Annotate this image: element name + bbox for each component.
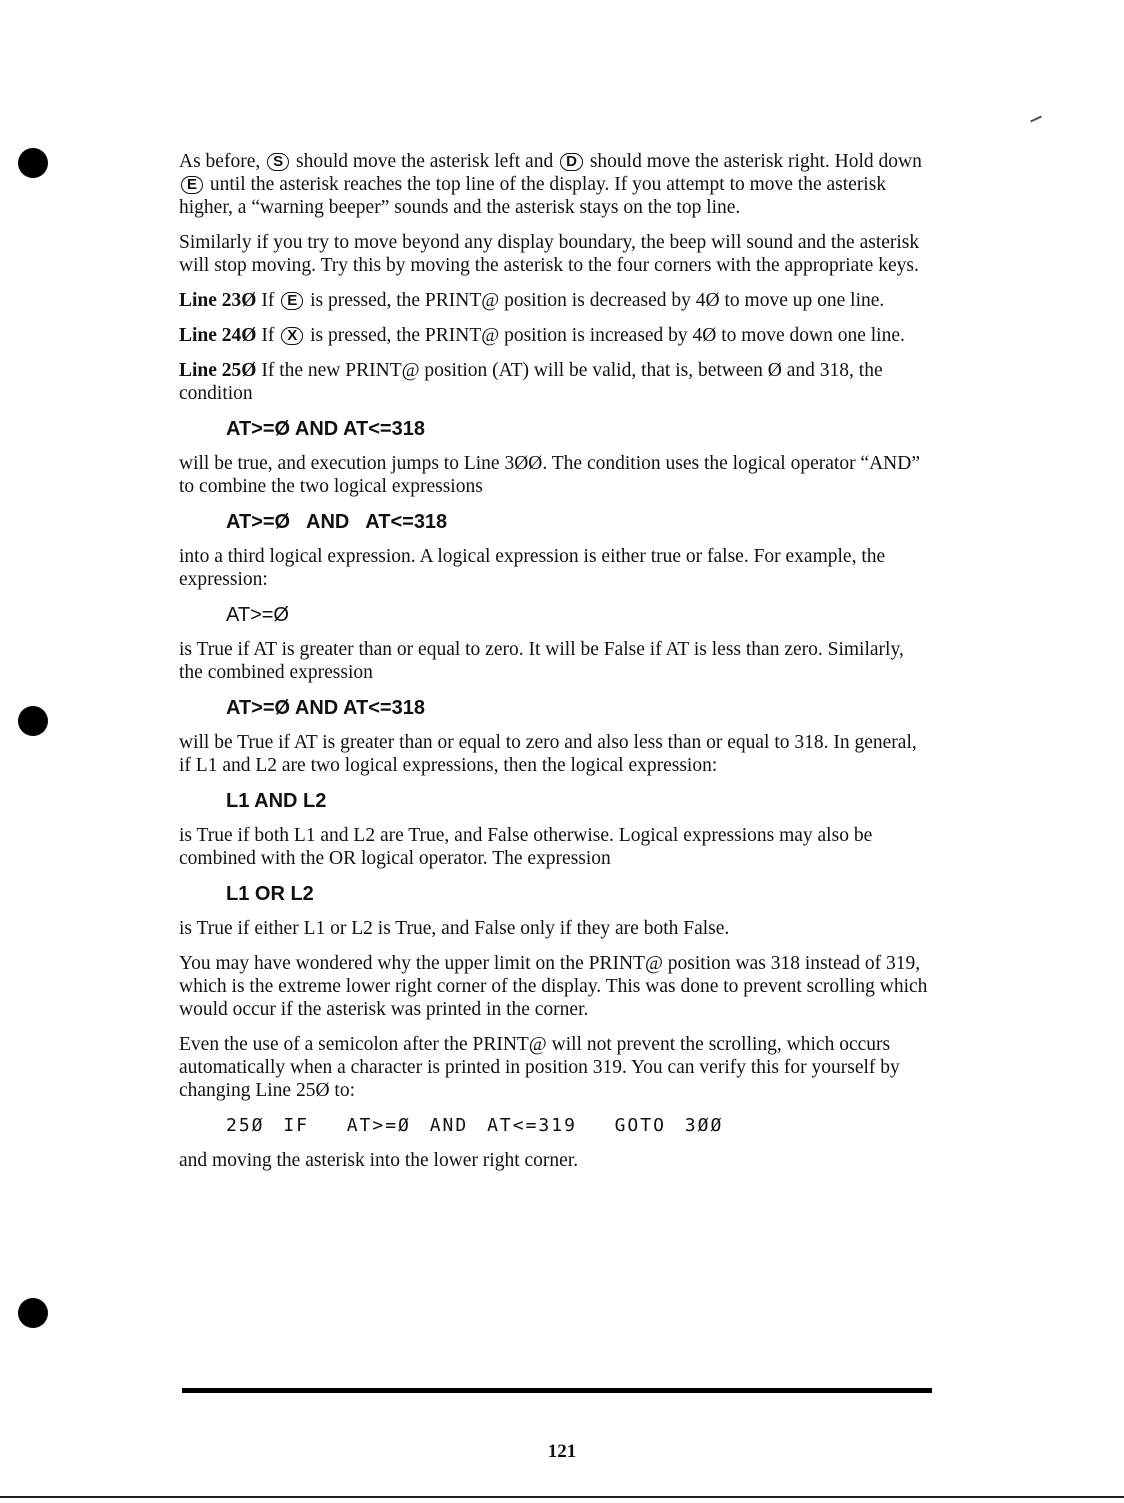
- paragraph-9: will be True if AT is greater than or equal to zero and also less than or equal to 318. In general, if L1 and L2 are two logical expressions, then the logical expression:: [179, 732, 917, 776]
- text: should move the asterisk left and: [295, 151, 554, 172]
- text: should move the asterisk right. Hold down: [589, 151, 922, 172]
- paragraph-10: is True if both L1 and L2 are True, and False otherwise. Logical expressions may also be combined with the OR logical operator. The expression: [179, 825, 873, 869]
- code-expression-3: AT>=Ø: [226, 604, 289, 626]
- page-body: [179, 150, 931, 1184]
- key-x-icon: X: [281, 327, 303, 345]
- key-e-icon: E: [181, 176, 203, 194]
- paragraph-14: and moving the asterisk into the lower right corner.: [179, 1150, 579, 1171]
- text: If: [261, 325, 275, 346]
- page-edge-line: [0, 1496, 1124, 1498]
- line-label: Line 23Ø: [179, 290, 257, 311]
- paragraph-1: [179, 150, 931, 219]
- paragraph-12: You may have wondered why the upper limit on the PRINT@ position was 318 instead of 319, which is the extreme lower right corner of the display. This was done to prevent scrolling which would occur if the asterisk was printed in the corner.: [179, 953, 928, 1020]
- binder-hole-top: [18, 148, 48, 178]
- key-d-icon: D: [560, 153, 583, 171]
- text: is pressed, the PRINT@ position is increased by 4Ø to move down one line.: [310, 325, 905, 346]
- text: is pressed, the PRINT@ position is decreased by 4Ø to move up one line.: [310, 290, 885, 311]
- text: As before,: [179, 151, 261, 172]
- paragraph-8: is True if AT is greater than or equal to zero. It will be False if AT is less than zero. Similarly, the combined expression: [179, 639, 904, 683]
- paragraph-line-250: [179, 359, 931, 405]
- paragraph-7: into a third logical expression. A logical expression is either true or false. For example, the expression:: [179, 546, 886, 590]
- code-expression-4: AT>=Ø AND AT<=318: [226, 697, 425, 719]
- code-expression-1: AT>=Ø AND AT<=318: [226, 418, 425, 440]
- key-s-icon: S: [267, 153, 289, 171]
- code-listing-line-250: 25Ø IF AT>=Ø AND AT<=319 GOTO 3ØØ: [226, 1115, 724, 1136]
- code-expression-5: L1 AND L2: [226, 790, 327, 812]
- line-label: Line 24Ø: [179, 325, 257, 346]
- key-e-icon: E: [281, 292, 303, 310]
- paragraph-line-230: [179, 289, 931, 312]
- page-number: 121: [547, 1441, 577, 1462]
- paragraph-6: will be true, and execution jumps to Line 3ØØ. The condition uses the logical operator “AND” to combine the two logical expressions: [179, 453, 920, 497]
- text: until the asterisk reaches the top line of the display. If you attempt to move the asterisk higher, a “warning beeper” sounds and the asterisk stays on the top line.: [179, 174, 887, 218]
- paragraph-line-240: [179, 324, 931, 347]
- binder-hole-middle: [18, 706, 48, 736]
- paragraph-13: Even the use of a semicolon after the PRINT@ will not prevent the scrolling, which occurs automatically when a character is printed in position 319. You can verify this for yourself by changing Line 25Ø to:: [179, 1034, 900, 1101]
- paragraph-2: Similarly if you try to move beyond any display boundary, the beep will sound and the asterisk will stop moving. Try this by moving the asterisk to the four corners with the appropriate keys.: [179, 232, 920, 276]
- scan-mark: [1030, 116, 1042, 123]
- binder-hole-bottom: [18, 1298, 48, 1328]
- text: If the new PRINT@ position (AT) will be valid, that is, between Ø and 318, the condition: [179, 360, 883, 404]
- paragraph-11: is True if either L1 or L2 is True, and False only if they are both False.: [179, 918, 730, 939]
- code-expression-2: AT>=Ø AND AT<=318: [226, 511, 448, 533]
- code-expression-6: L1 OR L2: [226, 883, 314, 905]
- footer-rule: [182, 1388, 932, 1393]
- text: If: [261, 290, 275, 311]
- line-label: Line 25Ø: [179, 360, 257, 381]
